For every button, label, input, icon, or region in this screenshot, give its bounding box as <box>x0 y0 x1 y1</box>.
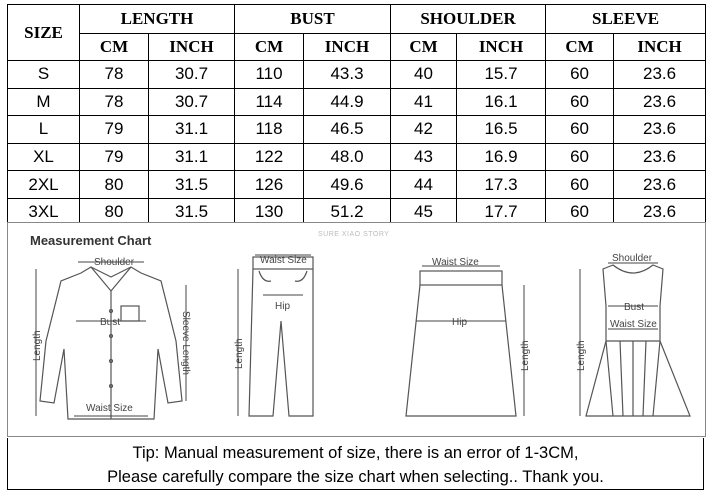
unit-header: CM <box>391 34 457 61</box>
value-cell: 31.5 <box>149 198 235 226</box>
shirt-illustration <box>26 251 196 431</box>
value-cell: 60 <box>546 143 614 171</box>
value-cell: 42 <box>391 116 457 144</box>
value-cell: 126 <box>235 171 304 199</box>
size-cell: M <box>8 88 80 116</box>
group-header-shoulder: SHOULDER <box>391 5 546 34</box>
unit-header: INCH <box>457 34 546 61</box>
pants-waist-label: Waist Size <box>260 255 307 266</box>
value-cell: 40 <box>391 61 457 89</box>
shirt-bust-label: Bust <box>100 317 121 328</box>
unit-header: CM <box>80 34 149 61</box>
value-cell: 31.1 <box>149 143 235 171</box>
dress-length-label: Length <box>576 340 587 371</box>
watermark: SURE XIAO STORY <box>318 231 390 238</box>
value-cell: 48.0 <box>304 143 391 171</box>
value-cell: 16.5 <box>457 116 546 144</box>
skirt-illustration <box>400 251 540 426</box>
skirt-length-label: Length <box>520 340 531 371</box>
unit-header: INCH <box>614 34 706 61</box>
skirt-waist-label: Waist Size <box>432 257 479 268</box>
value-cell: 16.1 <box>457 88 546 116</box>
value-cell: 49.6 <box>304 171 391 199</box>
value-cell: 45 <box>391 198 457 226</box>
unit-header: INCH <box>149 34 235 61</box>
table-row <box>8 88 706 116</box>
value-cell: 43.3 <box>304 61 391 89</box>
value-cell: 30.7 <box>149 88 235 116</box>
size-cell: XL <box>8 143 80 171</box>
value-cell: 60 <box>546 61 614 89</box>
dress-shoulder-label: Shoulder <box>612 253 653 264</box>
pants-length-label: Length <box>234 338 245 369</box>
value-cell: 41 <box>391 88 457 116</box>
group-header-bust: BUST <box>235 5 391 34</box>
value-cell: 79 <box>80 116 149 144</box>
value-cell: 23.6 <box>614 61 706 89</box>
dress-waist-label: Waist Size <box>610 319 657 330</box>
value-cell: 60 <box>546 88 614 116</box>
value-cell: 16.9 <box>457 143 546 171</box>
value-cell: 31.5 <box>149 171 235 199</box>
pants-hip-label: Hip <box>275 301 291 312</box>
value-cell: 110 <box>235 61 304 89</box>
dress-illustration <box>568 251 698 431</box>
value-cell: 31.1 <box>149 116 235 144</box>
shirt-length-label: Length <box>32 330 43 361</box>
size-header: SIZE <box>8 5 80 61</box>
shirt-shoulder-label: Shoulder <box>94 257 135 268</box>
value-cell: 30.7 <box>149 61 235 89</box>
value-cell: 78 <box>80 61 149 89</box>
group-header-length: LENGTH <box>80 5 235 34</box>
value-cell: 79 <box>80 143 149 171</box>
size-cell: L <box>8 116 80 144</box>
shirt-sleeve-label: Sleeve Length <box>180 311 191 375</box>
size-rows <box>8 61 706 227</box>
unit-header: CM <box>235 34 304 61</box>
value-cell: 23.6 <box>614 116 706 144</box>
value-cell: 43 <box>391 143 457 171</box>
value-cell: 46.5 <box>304 116 391 144</box>
size-table <box>7 4 706 227</box>
size-cell: S <box>8 61 80 89</box>
value-cell: 60 <box>546 171 614 199</box>
value-cell: 23.6 <box>614 198 706 226</box>
value-cell: 23.6 <box>614 88 706 116</box>
value-cell: 44.9 <box>304 88 391 116</box>
skirt-hip-label: Hip <box>452 317 468 328</box>
tip-line-1: Tip: Manual measurement of size, there is an error of 1-3CM, <box>132 444 579 462</box>
value-cell: 118 <box>235 116 304 144</box>
pants-illustration <box>223 251 323 426</box>
tip-note <box>7 438 704 490</box>
dress-bust-label: Bust <box>624 302 645 313</box>
table-row <box>8 171 706 199</box>
shirt-waist-label: Waist Size <box>86 403 133 414</box>
table-row <box>8 61 706 89</box>
value-cell: 114 <box>235 88 304 116</box>
unit-header: CM <box>546 34 614 61</box>
unit-header: INCH <box>304 34 391 61</box>
table-row <box>8 143 706 171</box>
value-cell: 17.7 <box>457 198 546 226</box>
tip-line-2: Please carefully compare the size chart when selecting.. Thank you. <box>107 468 604 486</box>
size-cell: 2XL <box>8 171 80 199</box>
value-cell: 23.6 <box>614 171 706 199</box>
value-cell: 60 <box>546 198 614 226</box>
value-cell: 23.6 <box>614 143 706 171</box>
value-cell: 60 <box>546 116 614 144</box>
value-cell: 80 <box>80 171 149 199</box>
value-cell: 17.3 <box>457 171 546 199</box>
value-cell: 122 <box>235 143 304 171</box>
size-cell: 3XL <box>8 198 80 226</box>
value-cell: 51.2 <box>304 198 391 226</box>
measurement-chart <box>7 222 706 437</box>
value-cell: 130 <box>235 198 304 226</box>
group-header-sleeve: SLEEVE <box>546 5 706 34</box>
table-row <box>8 116 706 144</box>
chart-title: Measurement Chart <box>30 233 152 248</box>
value-cell: 78 <box>80 88 149 116</box>
value-cell: 15.7 <box>457 61 546 89</box>
value-cell: 80 <box>80 198 149 226</box>
value-cell: 44 <box>391 171 457 199</box>
